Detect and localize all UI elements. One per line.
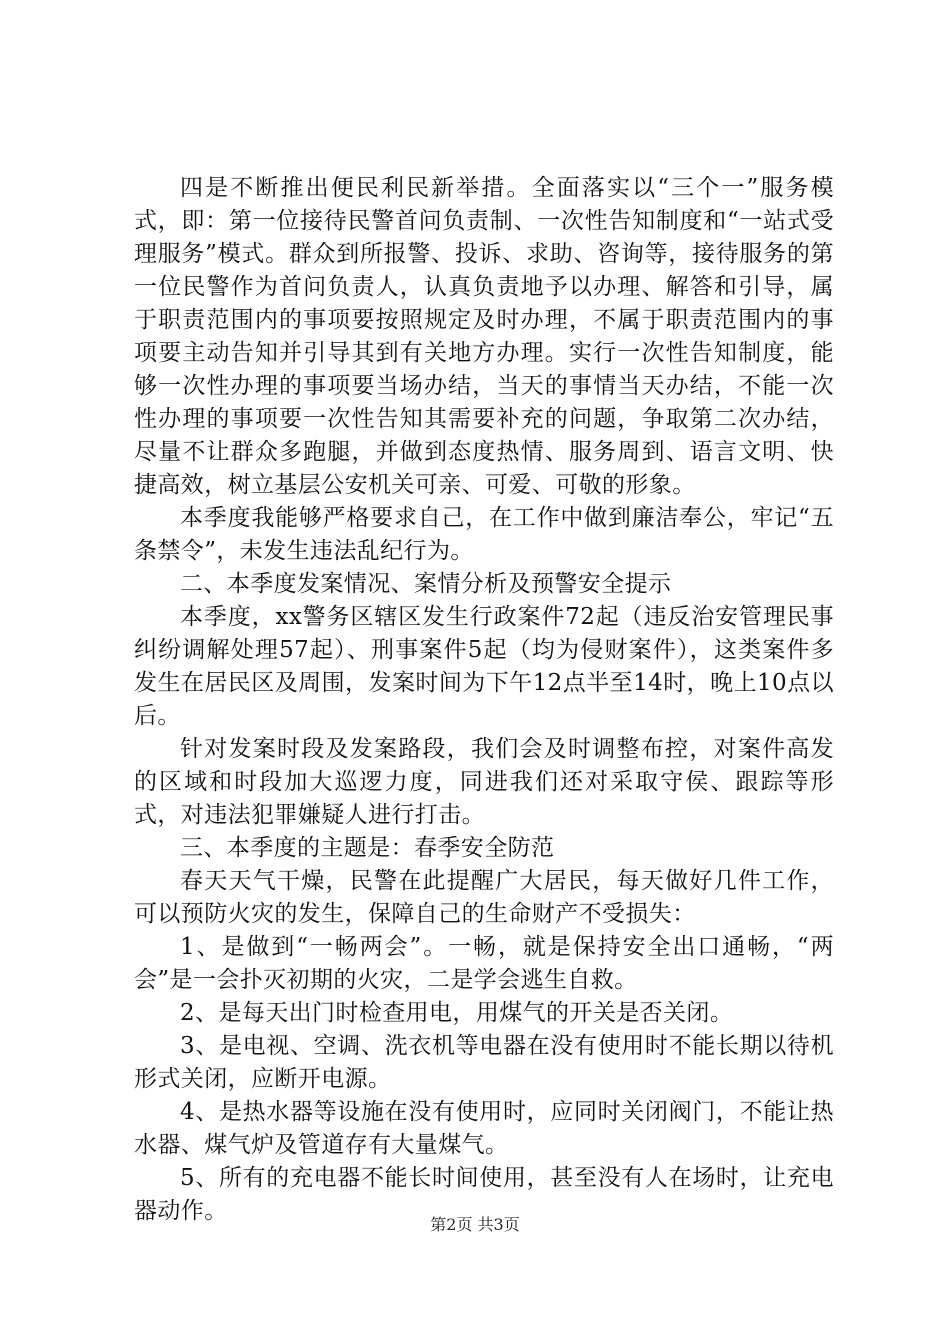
paragraph-1: 四是不断推出便民利民新举措。全面落实以“三个一”服务模式，即：第一位接待民警首问负责制、一次性告知制度和“一站式受理服务”模式。群众到所报警、投诉、求助、咨询等，接待服务的第一位民警作为首问负责人，认真负责地予以办理、解答和引导，属于职责范围内的事项要按照规定及时办理，不属于职责范围内的事项要主动告知并引导其到有关地方办理。实行一次性告知制度，能够一次性办理的事项要当场办结，当天的事情当天办结，不能一次性办理的事项要一次性告知其需要补充的问题，争取第二次办结，尽量不让群众多跑腿，并做到态度热情、服务周到、语言文明、快捷高效，树立基层公安机关可亲、可爱、可敬的形象。	[134, 175, 834, 498]
page-footer: 第2页 共3页	[430, 1215, 520, 1234]
list-item-3: 3、是电视、空调、洗衣机等电器在没有使用时不能长期以待机形式关闭，应断开电源。	[134, 1033, 834, 1092]
document-body	[134, 172, 834, 1228]
paragraph-4: 针对发案时段及发案路段，我们会及时调整布控，对案件高发的区域和时段加大巡逻力度，同进我们还对采取守侯、跟踪等形式，对违法犯罪嫌疑人进行打击。	[134, 736, 834, 828]
list-item-4: 4、是热水器等设施在没有使用时，应同时关闭阀门，不能让热水器、煤气炉及管道存有大量煤气。	[134, 1099, 834, 1158]
section-heading-2: 二、本季度发案情况、案情分析及预警安全提示	[180, 571, 672, 597]
paragraph-5: 春天天气干燥，民警在此提醒广大居民，每天做好几件工作，可以预防火灾的发生，保障自己的生命财产不受损失：	[134, 868, 834, 927]
paragraph-2: 本季度我能够严格要求自己，在工作中做到廉洁奉公，牢记“五条禁令”，未发生违法乱纪行为。	[134, 505, 834, 564]
list-item-1: 1、是做到“一畅两会”。一畅，就是保持安全出口通畅，“两会”是一会扑灭初期的火灾，二是学会逃生自救。	[134, 934, 834, 993]
section-heading-3: 三、本季度的主题是：春季安全防范	[180, 835, 555, 861]
list-item-2: 2、是每天出门时检查用电，用煤气的开关是否关闭。	[180, 1000, 734, 1026]
list-item-5: 5、所有的充电器不能长时间使用，甚至没有人在场时，让充电器动作。	[134, 1165, 834, 1224]
paragraph-3: 本季度，xx警务区辖区发生行政案件72起（违反治安管理民事纠纷调解处理57起）、刑事案件5起（均为侵财案件），这类案件多发生在居民区及周围，发案时间为下午12点半至14时，晚上10点以后。	[134, 604, 834, 729]
